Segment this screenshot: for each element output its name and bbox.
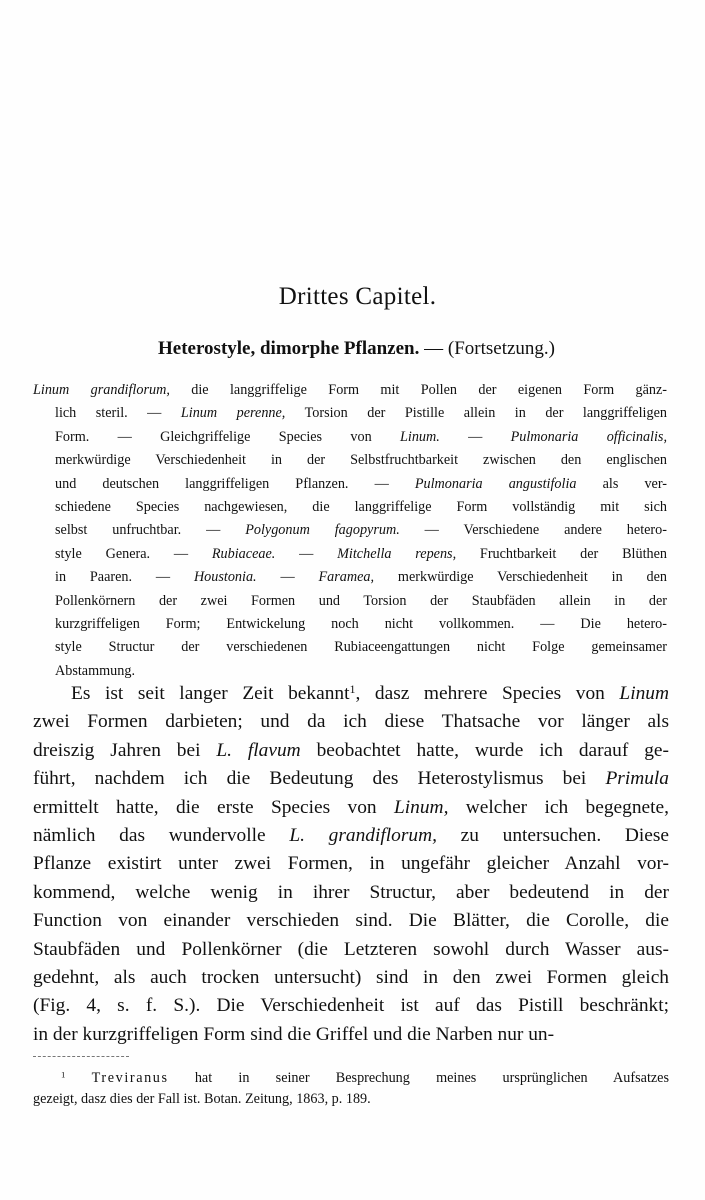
text-run: beobachtet hatte, wurde ich darauf ge-	[300, 739, 669, 761]
subtitle-main: Heterostyle, dimorphe Pflanzen.	[157, 338, 420, 359]
text-run: — Verschiedene andere hetero-	[399, 522, 667, 539]
italic-term: Faramea,	[318, 569, 375, 586]
text-run: zwei Formen darbieten; und da ich diese Thatsache vor länger als	[33, 711, 669, 733]
summary-line	[33, 379, 667, 402]
text-run: Function von einander verschieden sind. Die Blätter, die Corolle, die	[33, 910, 669, 932]
text-run: Torsion der Pistille allein in der langgriffeligen	[285, 405, 667, 422]
subtitle-note: (Fortsetzung.)	[447, 338, 555, 359]
body-line	[33, 879, 669, 907]
text-run: gezeigt, dasz dies der Fall ist. Botan. Zeitung, 1863, p. 189.	[33, 1091, 371, 1107]
text-run: lich steril. —	[55, 405, 181, 422]
italic-term: Linum	[619, 683, 669, 704]
italic-term: L. flavum	[216, 739, 301, 761]
text-run: gedehnt, als auch trocken untersucht) sind in den zwei Formen gleich	[33, 967, 669, 989]
text-run: zu untersuchen. Diese	[436, 825, 670, 847]
italic-term: Linum.	[399, 428, 440, 445]
text-run: Fruchtbarkeit der Blüthen	[456, 545, 667, 562]
footnotes	[33, 1068, 669, 1110]
text-run	[65, 1070, 91, 1086]
text-run: kommend, welche wenig in ihrer Structur, aber bedeutend in der	[33, 881, 669, 903]
text-run: führt, nachdem ich die Bedeutung des Heterostylismus bei	[33, 768, 606, 790]
summary-line	[33, 613, 667, 636]
body-line	[33, 964, 669, 992]
italic-term: Linum,	[394, 796, 449, 818]
footnote-line	[33, 1068, 669, 1089]
text-run: Pollenkörnern der zwei Formen und Torsion der Staubfäden allein in der	[55, 592, 667, 609]
body-line	[33, 680, 669, 708]
chapter-summary	[33, 379, 667, 683]
text-run: nämlich das wundervolle	[33, 825, 290, 847]
footnote-line	[33, 1089, 669, 1110]
summary-line	[33, 402, 667, 425]
text-run: Abstammung.	[55, 662, 135, 679]
text-run: dreiszig Jahren bei	[33, 739, 217, 761]
text-run: in Paaren. —	[55, 569, 194, 586]
summary-line	[33, 590, 667, 613]
body-line	[33, 708, 669, 736]
text-run: schiedene Species nachgewiesen, die langgriffelige Form vollständig mit sich	[55, 499, 667, 516]
summary-line	[33, 473, 667, 496]
text-run: style Structur der verschiedenen Rubiaceengattungen nicht Folge gemeinsamer	[55, 639, 667, 656]
summary-line	[33, 566, 667, 589]
footnote-marker: 1	[349, 682, 356, 696]
italic-term: Pulmonaria angustifolia	[414, 475, 577, 492]
italic-term: Mitchella repens,	[337, 545, 457, 562]
summary-line	[33, 496, 667, 519]
text-run: merkwürdige Verschiedenheit in den	[374, 569, 668, 586]
author-name: Treviranus	[91, 1070, 169, 1086]
italic-term: Linum grandiflorum,	[33, 382, 170, 398]
body-line	[33, 822, 669, 850]
text-run: —	[256, 569, 319, 586]
footnote-marker: 1	[61, 1069, 66, 1080]
italic-term: L. grandiflorum,	[289, 825, 437, 847]
italic-term: Rubiaceae.	[211, 545, 276, 562]
chapter-subtitle	[0, 338, 705, 360]
body-line	[33, 936, 669, 964]
body-line	[33, 992, 669, 1020]
text-run: kurzgriffeligen Form; Entwickelung noch nicht vollkommen. — Die hetero-	[55, 616, 667, 633]
italic-term: Primula	[605, 768, 669, 790]
chapter-title: Drittes Capitel.	[278, 283, 437, 310]
body-line	[33, 794, 669, 822]
body-line	[33, 850, 669, 878]
body-paragraph	[33, 680, 669, 1049]
summary-line	[33, 543, 667, 566]
summary-line	[33, 519, 667, 542]
summary-line	[33, 636, 667, 659]
text-run: style Genera. —	[55, 545, 212, 562]
text-run: welcher ich begegnete,	[448, 796, 669, 818]
body-line	[33, 765, 669, 793]
text-run: hat in seiner Besprechung meines ursprünglichen Aufsatzes	[168, 1070, 669, 1086]
text-run: ermittelt hatte, die erste Species von	[33, 796, 394, 818]
text-run: in der kurzgriffeligen Form sind die Griffel und die Narben nur un-	[33, 1023, 555, 1045]
text-run: Pflanze existirt unter zwei Formen, in ungefähr gleicher Anzahl vor-	[33, 853, 669, 875]
italic-term: Houstonia.	[193, 569, 257, 586]
footnote-divider	[33, 1056, 129, 1057]
italic-term: Pulmonaria officinalis,	[510, 428, 667, 445]
text-run: Form. — Gleichgriffelige Species von	[55, 428, 400, 445]
text-run: —	[275, 545, 338, 562]
text-run: als ver-	[576, 475, 667, 492]
italic-term: Linum perenne,	[180, 405, 286, 422]
text-run: selbst unfruchtbar. —	[55, 522, 246, 539]
text-run: , dasz mehrere Species von	[355, 683, 620, 704]
text-run: —	[439, 428, 511, 445]
text-run: die langgriffelige Form mit Pollen der eigenen Form gänz-	[169, 382, 667, 398]
subtitle-dash: —	[419, 338, 448, 359]
body-line	[33, 1021, 669, 1049]
text-run: Staubfäden und Pollenkörner (die Letzteren sowohl durch Wasser aus-	[33, 938, 669, 960]
text-run: (Fig. 4, s. f. S.). Die Verschiedenheit ist auf das Pistill beschränkt;	[33, 995, 669, 1017]
text-run: merkwürdige Verschiedenheit in der Selbstfruchtbarkeit zwischen den englischen	[55, 452, 667, 469]
summary-line	[33, 426, 667, 449]
text-run: Es ist seit langer Zeit bekannt	[71, 683, 350, 704]
body-line	[33, 737, 669, 765]
body-line	[33, 907, 669, 935]
summary-line	[33, 449, 667, 472]
text-run: und deutschen langgriffeligen Pflanzen. —	[55, 475, 415, 492]
italic-term: Polygonum fagopyrum.	[245, 522, 400, 539]
